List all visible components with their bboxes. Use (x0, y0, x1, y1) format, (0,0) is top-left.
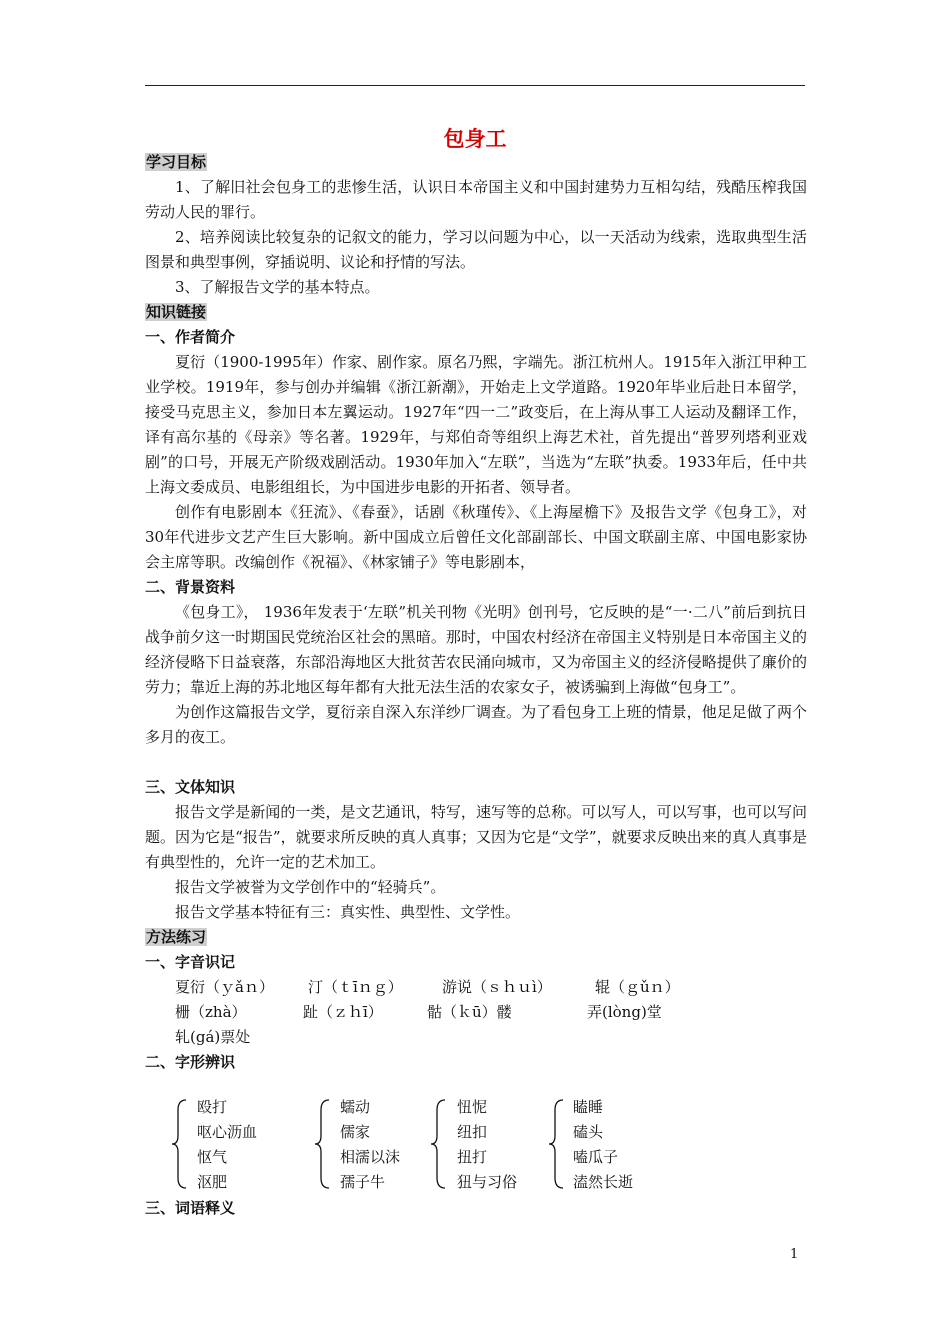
glyph-word: 相濡以沫 (340, 1148, 401, 1166)
genre-heading: 三、文体知识 (145, 778, 236, 796)
pinyin-entry: 轧(gá)票处 (175, 1028, 251, 1046)
pinyin-entry: 游说（ｓｈｕì） (442, 978, 552, 996)
paragraph: 报告文学被誉为文学创作中的“轻骑兵”。 (175, 878, 446, 896)
glyph-word: 沤肥 (197, 1173, 228, 1191)
objectives-list (145, 175, 807, 300)
author-paragraphs (145, 350, 807, 575)
glyph-word: 怄气 (197, 1148, 228, 1166)
paragraph: 创作有电影剧本《狂流》、《春蚕》，话剧《秋瑾传》、《上海屋檐下》及报告文学《包身工》，对30年代进步文艺产生巨大影响。新中国成立后曾任文化部副部长、中国文联副主席、中国电影家协会主席等职。改编创作《祝福》、《林家铺子》等电影剧本， (145, 503, 807, 571)
author-heading: 一、作者简介 (145, 328, 236, 346)
brace-icon (547, 1098, 565, 1190)
objective-item: 1、了解旧社会包身工的悲惨生活，认识日本帝国主义和中国封建势力互相勾结，残酷压榨我国劳动人民的罪行。 (145, 178, 807, 221)
glyph-word: 瞌睡 (573, 1098, 604, 1116)
practice-heading: 方法练习 (146, 928, 207, 946)
glyph-word: 孺子牛 (340, 1173, 386, 1191)
background-heading: 二、背景资料 (145, 578, 236, 596)
glyph-word: 蠕动 (340, 1098, 371, 1116)
pinyin-entry: 栅（zhà） (175, 1003, 247, 1021)
glyphs-heading: 二、字形辨识 (145, 1053, 236, 1071)
background-paragraphs (145, 600, 807, 750)
genre-paragraphs (145, 800, 807, 925)
pinyin-entry: 趾（ｚｈī） (303, 1003, 383, 1021)
glyph-word: 扭打 (457, 1148, 488, 1166)
glyph-word: 嗑瓜子 (573, 1148, 619, 1166)
glyph-word: 殴打 (197, 1098, 228, 1116)
pinyin-row-2 (145, 1000, 807, 1025)
brace-icon (313, 1098, 331, 1190)
paragraph: 《包身工》， 1936年发表于‘左联”机关刊物《光明》创刊号，它反映的是“一·二八”前后到抗日战争前夕这一时期国民党统治区社会的黑暗。那时，中国农村经济在帝国主义特别是日本帝国主义的经济侵略下日益衰落，东部沿海地区大批贫苦农民涌向城市，又为帝国主义的经济侵略提供了廉价的劳力；靠近上海的苏北地区每年都有大批无法生活的农家女子，被诱骗到上海做“包身工”。 (145, 603, 807, 696)
vocab-heading: 三、词语释义 (145, 1199, 236, 1217)
paragraph: 报告文学基本特征有三：真实性、典型性、文学性。 (175, 903, 521, 921)
glyph-word: 溘然长逝 (573, 1173, 634, 1191)
pinyin-entry: 夏衍（ｙǎｎ） (175, 978, 274, 996)
brace-icon (170, 1098, 188, 1190)
paragraph: 为创作这篇报告文学，夏衍亲自深入东洋纱厂调查。为了看包身工上班的情景，他足足做了两个多月的夜工。 (145, 703, 807, 746)
pinyin-entry: 骷（ｋū）髅 (427, 1003, 512, 1021)
objective-item: 2、培养阅读比较复杂的记叙文的能力，学习以问题为中心，以一天活动为线索，选取典型生活图景和典型事例，穿插说明、议论和抒情的写法。 (145, 228, 807, 271)
glyph-word: 狃与习俗 (457, 1173, 518, 1191)
page-number: 1 (790, 1247, 799, 1262)
header-rule (145, 85, 805, 86)
pinyin-entry: 弄(lòng)堂 (587, 1003, 662, 1021)
objectives-heading: 学习目标 (146, 153, 207, 171)
glyph-word: 忸怩 (457, 1098, 488, 1116)
page-title: 包身工 (443, 126, 507, 151)
glyph-word: 磕头 (573, 1123, 604, 1141)
paragraph: 报告文学是新闻的一类，是文艺通讯，特写，速写等的总称。可以写人，可以写事，也可以写问题。因为它是“报告”，就要求所反映的真人真事；又因为它是“文学”，就要求反映出来的真人真事是有典型性的，允许一定的艺术加工。 (145, 803, 807, 871)
knowledge-heading: 知识链接 (146, 303, 207, 321)
pinyin-row-3 (145, 1025, 807, 1050)
glyph-word: 纽扣 (457, 1123, 488, 1141)
pinyin-entry: 汀（ｔīｎｇ） (308, 978, 403, 996)
brace-icon (429, 1098, 447, 1190)
pronunciation-heading: 一、字音识记 (145, 953, 236, 971)
paragraph: 夏衍（1900-1995年）作家、剧作家。原名乃熙，字端先。浙江杭州人。1915年入浙江甲种工业学校。1919年，参与创办并编辑《浙江新潮》，开始走上文学道路。1920年毕业后赴日本留学，接受马克思主义，参加日本左翼运动。1927年“四一二”政变后，在上海从事工人运动及翻译工作，译有高尔基的《母亲》等名著。1929年，与郑伯奇等组织上海艺术社，首先提出“普罗列塔利亚戏剧”的口号，开展无产阶级戏剧活动。1930年加入“左联”，当选为“左联”执委。1933年后，任中共上海文委成员、电影组组长，为中国进步电影的开拓者、领导者。 (145, 353, 807, 496)
glyph-word: 呕心沥血 (197, 1123, 258, 1141)
pinyin-entry: 辊（ｇǔｎ） (595, 978, 680, 996)
objective-item: 3、了解报告文学的基本特点。 (175, 278, 380, 296)
glyph-word: 儒家 (340, 1123, 371, 1141)
pinyin-row-1 (145, 975, 807, 1000)
